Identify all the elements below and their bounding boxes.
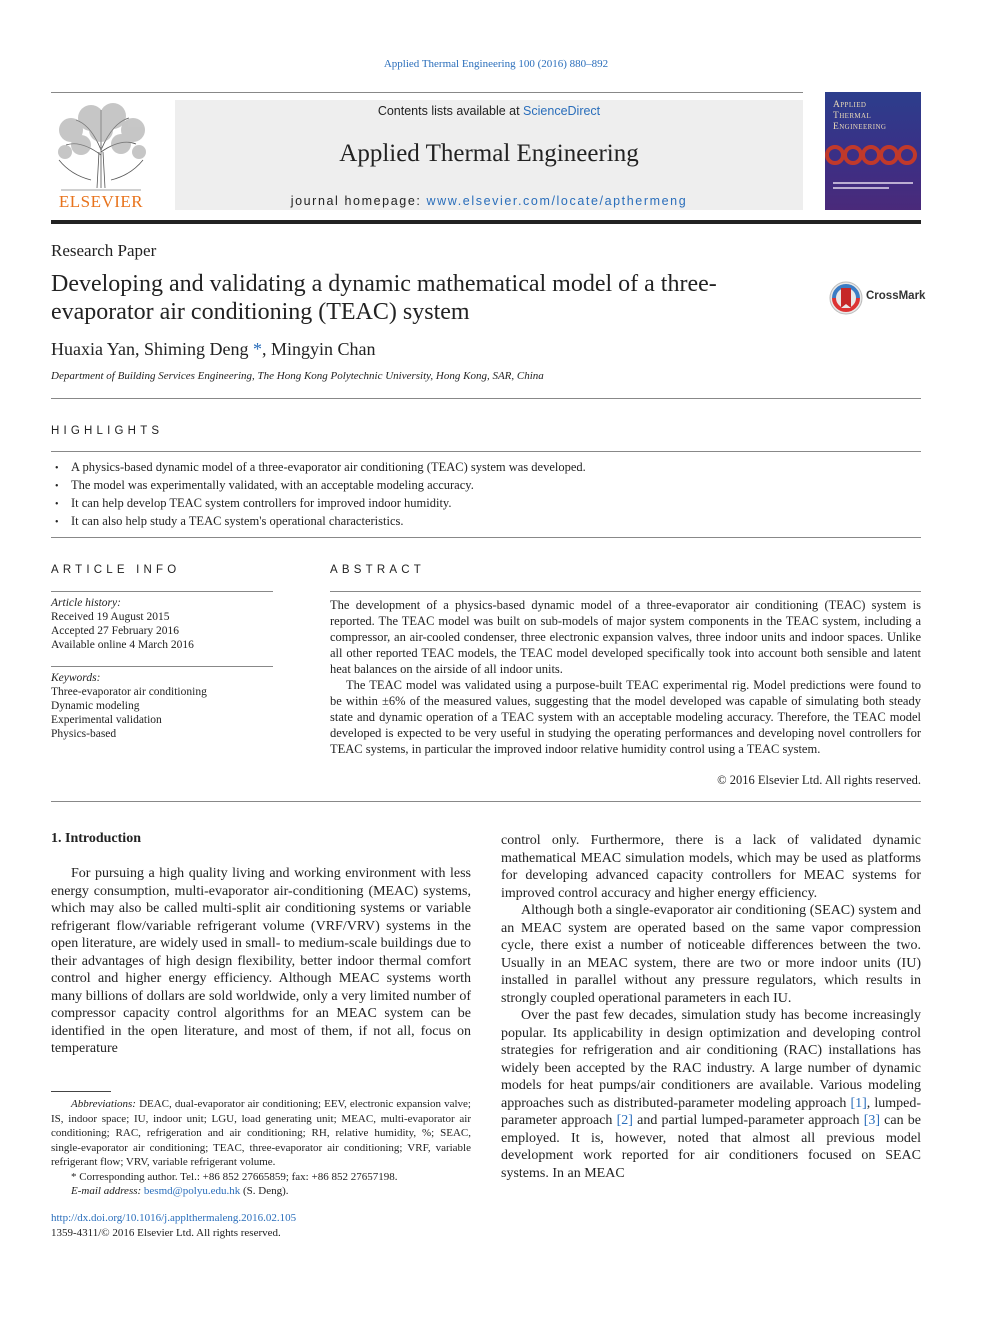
highlight-item: • It can also help study a TEAC system's operational characteristics. <box>55 513 915 531</box>
keyword-item: Dynamic modeling <box>51 700 140 712</box>
journal-citation[interactable]: Applied Thermal Engineering 100 (2016) 880–892 <box>383 58 609 70</box>
cover-subtitle-bar <box>833 182 913 189</box>
doi-link[interactable]: http://dx.doi.org/10.1016/j.applthermaleng.2016.02.105 <box>51 1212 297 1224</box>
highlights-list <box>55 459 915 531</box>
email-tail: (S. Deng). <box>240 1185 289 1197</box>
crossmark-label: CrossMark <box>866 290 926 302</box>
divider <box>51 451 921 452</box>
divider <box>330 591 921 592</box>
cover-wave-graphic <box>825 142 921 168</box>
header-top-rule <box>51 92 803 93</box>
history-heading: Article history: <box>51 597 121 609</box>
abbreviations-text: DEAC, dual-evaporator air conditioning; EEV, electronic expansion valve; IS, indoor space; IU, indoor unit; LGU, load generating unit; MEAC, multi-evaporator air conditioning; RAC, refrigeration and air conditioning; RH, relative humidity, %; SEAC, single-evaporator air conditioning; TEAC, three-evaporator air conditioning; VRF, variable refrigerant flow; VRV, variable refrigerant volume. <box>51 1098 471 1168</box>
date-online: Available online 4 March 2016 <box>51 639 194 651</box>
corresponding-author-footnote: * Corresponding author. Tel.: +86 852 27665859; fax: +86 852 27657198. <box>71 1170 398 1183</box>
paper-type: Research Paper <box>51 241 157 260</box>
keyword-item: Physics-based <box>51 728 117 740</box>
intro-paragraph: Although both a single-evaporator air conditioning (SEAC) system and an MEAC system are operated based on the same vapor compression cycle, there exist a number of noticeable differences between the two. Usually in an MEAC system, there are two or more indoor units (IU) installed in parallel without any pressure regulators, which results in strongly coupled operational parameters in each IU. <box>501 903 921 1006</box>
author-names[interactable]: , Mingyin Chan <box>262 339 376 359</box>
cover-title-line: Thermal <box>833 111 872 121</box>
divider <box>51 801 921 802</box>
article-info-heading: ARTICLE INFO <box>51 564 181 576</box>
highlight-item: • It can help develop TEAC system controllers for improved indoor humidity. <box>55 495 915 513</box>
intro-paragraph <box>501 1007 921 1182</box>
date-accepted: Accepted 27 February 2016 <box>51 625 180 637</box>
journal-name: Applied Thermal Engineering <box>339 140 639 167</box>
cover-title-line: Engineering <box>833 122 887 132</box>
email-footnote <box>51 1184 471 1199</box>
cover-title <box>833 100 917 133</box>
section-heading-introduction: 1. Introduction <box>51 831 141 846</box>
highlight-item: • The model was experimentally validated, with an acceptable modeling accuracy. <box>55 477 915 495</box>
article-history <box>51 596 273 652</box>
journal-cover-image[interactable] <box>825 92 921 210</box>
elsevier-logo[interactable] <box>51 100 151 212</box>
abstract-body <box>330 597 921 757</box>
divider <box>51 591 273 592</box>
journal-header <box>51 92 921 222</box>
crossmark-icon <box>828 280 864 316</box>
elsevier-wordmark: ELSEVIER <box>58 192 144 211</box>
date-received: Received 19 August 2015 <box>51 611 170 623</box>
author-names[interactable]: Huaxia Yan, Shiming Deng <box>51 339 253 359</box>
crossmark-badge[interactable] <box>828 280 926 316</box>
issn-line: 1359-4311/© 2016 Elsevier Ltd. All rights reserved. <box>51 1227 281 1239</box>
highlight-item: • A physics-based dynamic model of a three-evaporator air conditioning (TEAC) system was developed. <box>55 459 915 477</box>
paragraph-text: and partial lumped-parameter approach <box>632 1113 864 1128</box>
corresponding-author-marker[interactable]: * <box>253 339 262 359</box>
abstract-copyright: © 2016 Elsevier Ltd. All rights reserved. <box>717 773 921 787</box>
reference-link[interactable]: [3] <box>863 1113 881 1128</box>
contents-prefix: Contents lists available at <box>377 104 524 118</box>
divider <box>51 537 921 538</box>
email-heading: E-mail address: <box>71 1185 142 1197</box>
cover-title-line: Applied <box>833 100 867 110</box>
paragraph-text: , lumped-parameter approach <box>501 1095 921 1128</box>
abbreviations-heading: Abbreviations: <box>71 1098 136 1110</box>
email-link[interactable]: besmd@polyu.edu.hk <box>143 1185 241 1197</box>
homepage-line <box>175 194 803 208</box>
contents-line <box>175 104 803 118</box>
reference-link[interactable]: [2] <box>616 1113 633 1128</box>
body-right-column <box>501 832 921 1182</box>
author-list <box>51 339 376 360</box>
sciencedirect-link[interactable]: ScienceDirect <box>523 104 601 118</box>
journal-banner <box>175 100 803 210</box>
keyword-item: Three-evaporator air conditioning <box>51 686 207 698</box>
paragraph-text: can be employed. It is, however, noted that almost all previous model development work reported for air conditioners focused on SEAC systems. In an MEAC <box>501 1113 921 1181</box>
divider <box>51 666 273 667</box>
keywords <box>51 671 273 741</box>
homepage-link[interactable]: www.elsevier.com/locate/apthermeng <box>426 194 688 208</box>
abstract-heading: ABSTRACT <box>330 564 425 576</box>
article-title: Developing and validating a dynamic mathematical model of a three-evaporator air conditioning (TEAC) system <box>51 271 717 325</box>
abstract-paragraph: The TEAC model was validated using a purpose-built TEAC experimental rig. Model predictions were found to be within ±6% of the measured values, suggesting that the model developed was capable of simulating both steady state and dynamic operation of a TEAC system with an acceptable modeling accuracy. Therefore, the TEAC model developed is expected to be very useful in studying the operating performances and developing novel controllers for TEAC systems, in particular the improved indoor relative humidity control using a TEAC system. <box>330 678 921 756</box>
divider <box>51 398 921 399</box>
keywords-heading: Keywords: <box>51 672 101 684</box>
abbreviations-footnote <box>51 1097 471 1170</box>
homepage-prefix: journal homepage: <box>290 194 427 208</box>
intro-paragraph: control only. Furthermore, there is a lack of validated dynamic mathematical MEAC simulation models, which may be used as platforms for developing advanced capacity controllers for MEAC systems for improved control accuracy and higher energy efficiency. <box>501 833 921 901</box>
abstract-paragraph: The development of a physics-based dynamic model of a three-evaporator air conditioning (TEAC) system is reported. The TEAC model was built on sub-models of major system components in the TEAC system, including a compressor, an air-cooled condenser, three electronic expansion valves, three indoor units and indoor spaces. Unlike all other reported TEAC models, the TEAC model developed specifically took into account both sensible and latent heat balances on the airside of all indoor units. <box>330 598 921 676</box>
header-bottom-rule <box>51 220 921 224</box>
keyword-item: Experimental validation <box>51 714 162 726</box>
highlights-heading: HIGHLIGHTS <box>51 425 164 437</box>
paragraph-text: Over the past few decades, simulation study has become increasingly popular. Its applicability in design optimization and developing control strategies for refrigeration and air conditioning (RAC) installations has widely been accepted by the RAC industry. A large number of dynamic models for heat pumps/air conditioners are available. Various modeling approaches such as distributed-parameter modeling approach <box>501 1008 921 1111</box>
intro-paragraph: For pursuing a high quality living and working environment with less energy consumption, multi-evaporator air-conditioning (MEAC) systems, which may also be called multi-split air conditioning systems or variable refrigerant flow/variable refrigerant volume (VRF/VRV) systems in the open literature, are widely used in small- to medium-scale buildings due to their advantages of high design flexibility, better indoor thermal comfort control and higher energy efficiency. Although MEAC systems worth many billions of dollars are sold worldwide, only a very limited number of compressor capacity control algorithms for an MEAC system can be identified in the open literature, and most of them, if not all, focus on temperature <box>51 866 471 1056</box>
footnote-rule <box>51 1091 111 1092</box>
footnotes <box>51 1097 471 1199</box>
affiliation: Department of Building Services Engineering, The Hong Kong Polytechnic University, Hong Kong, SAR, China <box>51 370 544 382</box>
reference-link[interactable]: [1] <box>850 1095 867 1111</box>
elsevier-tree-icon <box>51 100 151 192</box>
